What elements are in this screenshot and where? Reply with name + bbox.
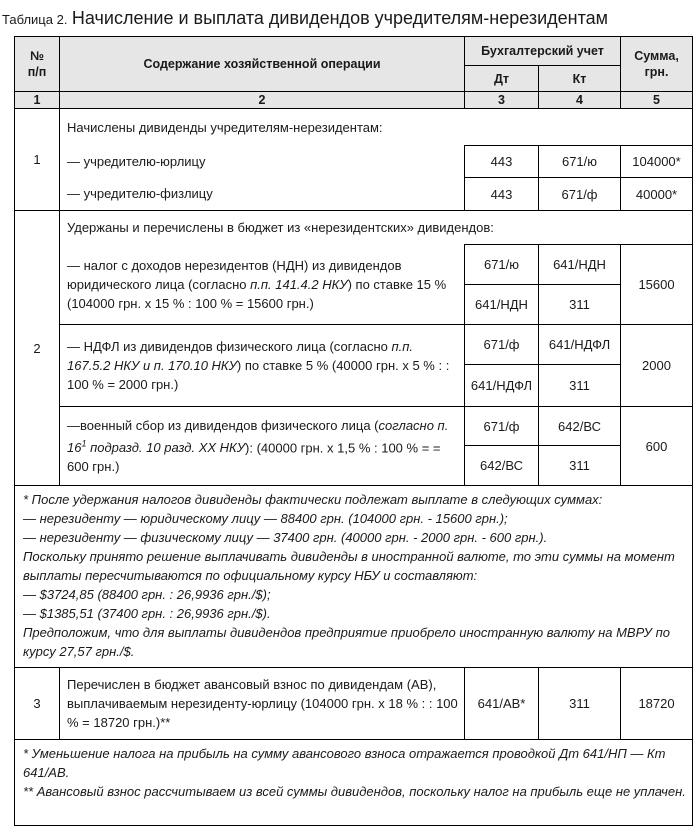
row2-item1-kt1: 641/НДН <box>539 245 621 285</box>
row2-item3-dt2: 642/ВС <box>465 446 539 486</box>
table-row <box>15 325 693 365</box>
note2-row <box>15 740 693 826</box>
row2-item3-kt1: 642/ВС <box>539 407 621 446</box>
row3-sum: 18720 <box>621 668 693 740</box>
table-title: Начисление и выплата дивидендов учредителям-нерезидентам <box>71 8 609 28</box>
row2-item2-text-a: — НДФЛ из дивидендов физического лица (согласно <box>67 339 392 354</box>
row2-item3-text-a: —военный сбор из дивидендов физического лица ( <box>67 417 379 433</box>
row1-num: 1 <box>15 109 60 211</box>
note1-line: — нерезиденту — юридическому лицу — 88400 грн. (104000 грн. - 15600 грн.); <box>23 511 508 526</box>
note2-line: ** Авансовый взнос рассчитываем из всей суммы дивидендов, поскольку налог на прибыль еще не уплачен. <box>23 784 686 799</box>
row3-num: 3 <box>15 668 60 740</box>
header-num <box>15 37 60 92</box>
note1-line: Предположим, что для выплаты дивидендов предприятие приобрело иностранную валюту на МВРУ по курсу 27,57 грн./$. <box>23 625 670 659</box>
table-row <box>15 407 693 446</box>
row1-item1-dt: 443 <box>465 146 539 178</box>
row2-item1-text-a: — налог с доходов нерезидентов (НДН) из дивидендов юридического лица (согласно <box>67 257 402 292</box>
row2-item3-ref-b: подразд. 10 разд. XX НКУ <box>86 440 246 456</box>
row1-intro <box>15 109 693 146</box>
colnum-3: 3 <box>465 92 539 109</box>
header-num-line2: п/п <box>27 65 47 79</box>
row2-item2-ref: п.п. 167.5.2 НКУ и п. 170.10 НКУ <box>67 339 413 373</box>
row2-item3-sum: 600 <box>621 407 693 486</box>
row2-item3-sup: 1 <box>81 438 87 449</box>
row2-item3-ref-a: согласно п. 16 <box>67 417 449 456</box>
table-row <box>15 178 693 211</box>
row2-intro-text: Удержаны и перечислены в бюджет из «нерезидентских» дивидендов: <box>60 211 693 245</box>
row2-item2-kt2: 311 <box>539 365 621 407</box>
header-num-line1: № <box>30 49 44 63</box>
header-content: Содержание хозяйственной операции <box>60 37 465 92</box>
row1-item1-kt: 671/ю <box>539 146 621 178</box>
row2-item3-dt1: 671/ф <box>465 407 539 446</box>
row2-item2-text-b: ) по ставке 5 % (40000 грн. х 5 % : : 100 % = 2000 грн.) <box>67 358 450 392</box>
colnum-5: 5 <box>621 92 693 109</box>
row1-item2-text: — учредителю-физлицу <box>60 178 465 211</box>
header-row <box>15 37 693 66</box>
note1-line: — $1385,51 (37400 грн. : 26,9936 грн./$). <box>23 606 271 621</box>
note1-line: * После удержания налогов дивиденды фактически подлежат выплате в следующих суммах: <box>23 492 603 507</box>
colnum-2: 2 <box>60 92 465 109</box>
row3-kt: 311 <box>539 668 621 740</box>
row2-item1-text-b: ) по ставке 15 % (104000 грн. х 15 % : 100 % = 15600 грн.) <box>67 276 447 311</box>
row2-item1-text <box>60 245 465 325</box>
table-caption <box>0 0 698 36</box>
table-number: Таблица 2. <box>2 12 68 27</box>
row3-dt: 641/АВ* <box>465 668 539 740</box>
row2-item2-sum: 2000 <box>621 325 693 407</box>
note2 <box>15 740 693 826</box>
row2-item2-kt1: 641/НДФЛ <box>539 325 621 365</box>
row1-item2-dt: 443 <box>465 178 539 211</box>
row3-text: Перечислен в бюджет авансовый взнос по дивидендам (АВ), выплачиваемым нерезиденту-юрлицу (104000 грн. х 18 % : : 100 % = 18720 грн.)** <box>60 668 465 740</box>
dividends-table <box>14 36 693 826</box>
header-sum <box>621 37 693 92</box>
row2-item2-dt2: 641/НДФЛ <box>465 365 539 407</box>
row1-item1-sum: 104000* <box>621 146 693 178</box>
header-sum-line1: Сумма, <box>634 49 679 63</box>
row1-item2-kt: 671/ф <box>539 178 621 211</box>
colnum-1: 1 <box>15 92 60 109</box>
row1-item2-sum: 40000* <box>621 178 693 211</box>
row2-intro <box>15 211 693 245</box>
row2-item3-text-b: ): (40000 грн. х 1,5 % : 100 % = = 600 грн.) <box>67 440 441 475</box>
row2-item1-dt1: 671/ю <box>465 245 539 285</box>
note1-row <box>15 486 693 668</box>
note2-line: * Уменьшение налога на прибыль на сумму авансового взноса отражается проводкой Дт 641/НП — Кт 641/АВ. <box>23 746 666 780</box>
column-numbers-row <box>15 92 693 109</box>
row2-item2-text <box>60 325 465 407</box>
header-dt: Дт <box>465 66 539 92</box>
row2-item1-kt2: 311 <box>539 285 621 325</box>
note1-line: Поскольку принято решение выплачивать дивиденды в иностранной валюте, то эти суммы на момент выплаты пересчитываются по официальному курсу НБУ и составляют: <box>23 549 675 583</box>
header-kt: Кт <box>539 66 621 92</box>
table-row <box>15 245 693 285</box>
note1 <box>15 486 693 668</box>
row2-item1-ref: п.п. 141.4.2 НКУ <box>250 276 348 292</box>
colnum-4: 4 <box>539 92 621 109</box>
row2-item2-dt1: 671/ф <box>465 325 539 365</box>
header-sum-line2: грн. <box>644 65 669 79</box>
table-row <box>15 668 693 740</box>
row2-num: 2 <box>15 211 60 486</box>
note1-line: — $3724,85 (88400 грн. : 26,9936 грн./$); <box>23 587 271 602</box>
row1-intro-text: Начислены дивиденды учредителям-нерезидентам: <box>60 109 693 146</box>
header-accounting: Бухгалтерский учет <box>465 37 621 66</box>
table-row <box>15 146 693 178</box>
note1-line: — нерезиденту — физическому лицу — 37400 грн. (40000 грн. - 2000 грн. - 600 грн.). <box>23 530 548 545</box>
row2-item1-dt2: 641/НДН <box>465 285 539 325</box>
row1-item1-text: — учредителю-юрлицу <box>60 146 465 178</box>
row2-item3-kt2: 311 <box>539 446 621 486</box>
row2-item1-sum: 15600 <box>621 245 693 325</box>
row2-item3-text <box>60 407 465 486</box>
